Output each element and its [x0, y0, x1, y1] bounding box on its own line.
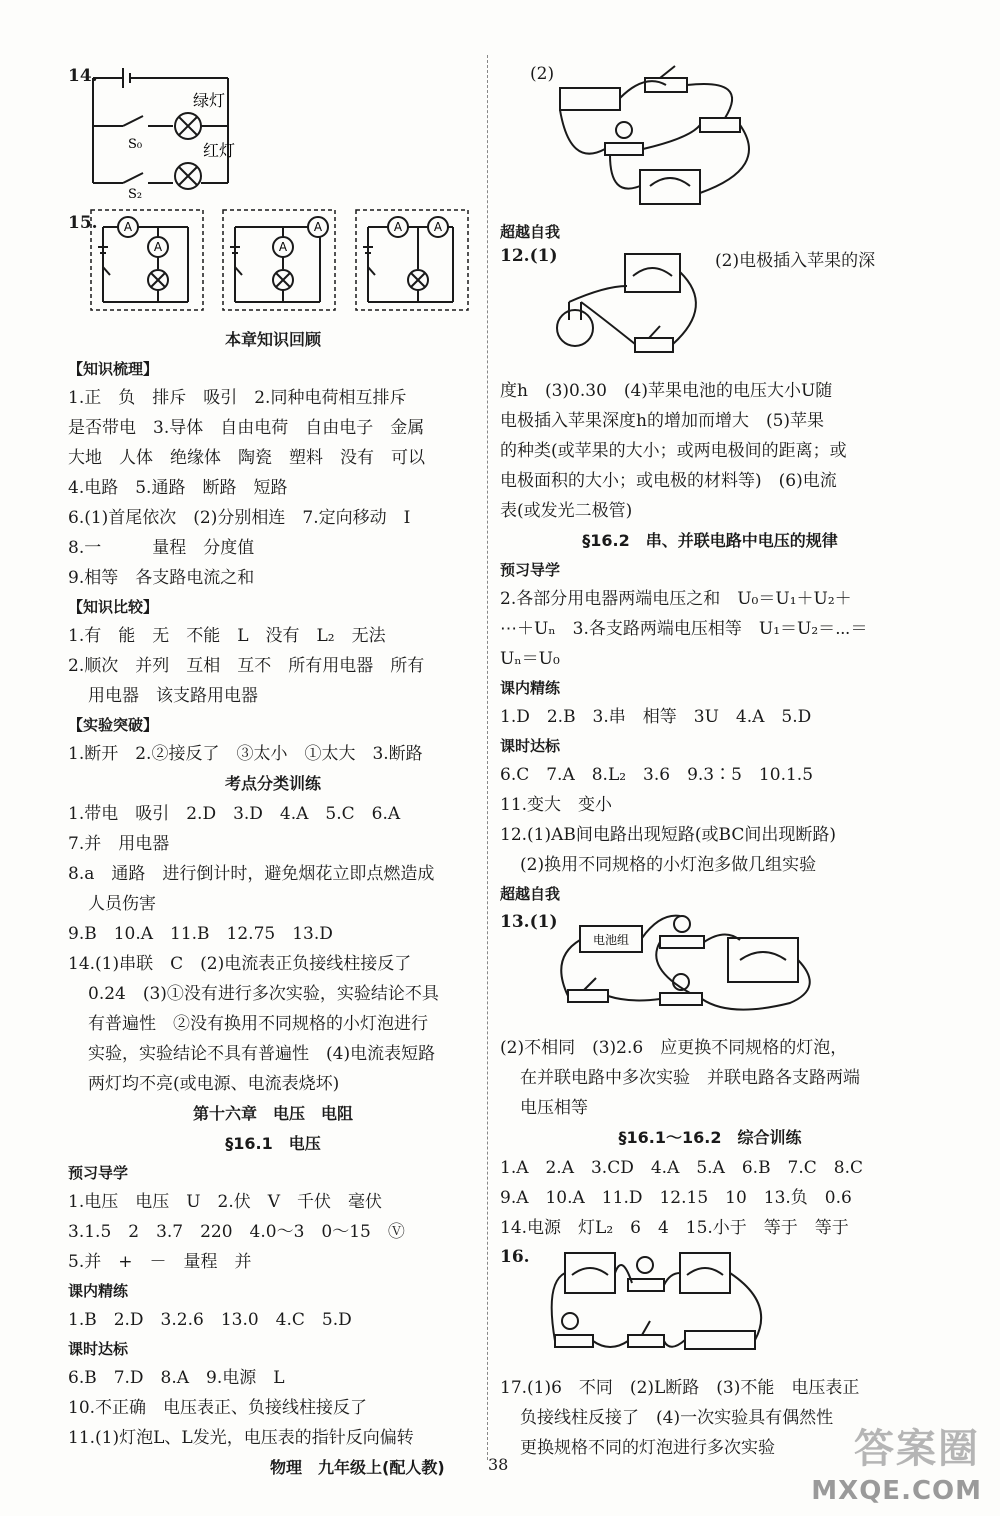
section-lesson-target: 课时达标 — [68, 1340, 129, 1358]
section-class-practice: 课内精练 — [68, 1282, 129, 1300]
q2-label: (2) — [530, 64, 555, 84]
answer-line: 大地 人体 绝缘体 陶瓷 塑料 没有 可以 — [68, 448, 425, 468]
q2-block — [500, 58, 920, 218]
ammeter-label: A — [153, 240, 163, 254]
category-training-title: 考点分类训练 — [224, 774, 321, 793]
answer-line: 实验，实验结论不具有普遍性 (4)电流表短路 — [88, 1044, 436, 1064]
q15-number: 15. — [68, 213, 98, 233]
section-lesson-target: 课时达标 — [500, 737, 561, 755]
watermark-url: MXQE.COM — [811, 1476, 982, 1506]
ammeter-label: A — [123, 220, 133, 234]
answer-line: 6.B 7.D 8.A 9.电源 L — [68, 1368, 285, 1388]
answer-line: 11.(1)灯泡L、L发光，电压表的指针反向偏转 — [68, 1428, 414, 1448]
q14-red-light-label: 红灯 — [203, 141, 236, 160]
section-preview: 预习导学 — [500, 561, 561, 579]
answer-line: 8.一 量程 分度值 — [68, 538, 255, 558]
q16-block — [500, 1243, 920, 1373]
ammeter-label: A — [393, 220, 403, 234]
sort-lines — [68, 383, 478, 593]
review-title: 本章知识回顾 — [224, 330, 321, 349]
q13-circuit-drawing — [550, 908, 860, 1033]
watermark-chinese: 答案圈 — [854, 1426, 980, 1472]
section-beyond: 超越自我 — [500, 885, 561, 903]
answer-line: 1.B 2.D 3.2.6 13.0 4.C 5.D — [68, 1310, 352, 1330]
page-number: 38 — [488, 1455, 509, 1474]
answer-line: 7.并 用电器 — [68, 834, 170, 854]
battery-pack-label: 电池组 — [592, 933, 630, 947]
section-knowledge-sort: 【知识梳理】 — [68, 360, 159, 378]
q14-switch-2-label: S₂ — [128, 187, 143, 198]
right-column — [500, 58, 920, 1463]
answer-line: (2)换用不同规格的小灯泡多做几组实验 — [520, 855, 817, 875]
q12-number: 12.(1) — [500, 246, 558, 266]
q12-apple-battery-drawing — [545, 246, 715, 376]
answer-line: 的种类(或苹果的大小；或两电极间的距离；或 — [500, 441, 847, 461]
q12-answer-2: (2)电极插入苹果的深 — [715, 251, 876, 271]
answer-line: 1.电压 电压 U 2.伏 V 千伏 毫伏 — [68, 1192, 383, 1212]
answer-line: 9.相等 各支路电流之和 — [68, 568, 255, 588]
section-class-practice: 课内精练 — [500, 679, 561, 697]
answer-line: 5.并 + － 量程 并 — [68, 1252, 252, 1272]
answer-line: 1.D 2.B 3.串 相等 3U 4.A 5.D — [500, 707, 812, 727]
footer-subject: 物理 九年级上(配人教) — [270, 1458, 445, 1477]
answer-line: 9.B 10.A 11.B 12.75 13.D — [68, 924, 333, 944]
chapter-title: 第十六章 电压 电阻 — [192, 1104, 353, 1123]
answer-line: 14.(1)串联 C (2)电流表正负接线柱接反了 — [68, 954, 412, 974]
q16-circuit-drawing — [550, 1243, 780, 1373]
q14-green-light-label: 绿灯 — [193, 91, 226, 110]
answer-line: 是否带电 3.导体 自由电荷 自由电子 金属 — [68, 418, 425, 438]
answer-line: 电极插入苹果深度h的增加而增大 (5)苹果 — [500, 411, 825, 431]
answer-line: 0.24 (3)①没有进行多次实验，实验结论不具 — [88, 984, 439, 1004]
q14-block — [68, 58, 478, 203]
section-knowledge-compare: 【知识比较】 — [68, 598, 159, 616]
answer-line: 1.断开 2.②接反了 ③太小 ①太大 3.断路 — [68, 744, 423, 764]
answer-line: Uₙ＝U₀ — [500, 649, 560, 669]
comprehensive-training-title: §16.1～16.2 综合训练 — [618, 1128, 802, 1147]
q14-switch-1-label: S₀ — [128, 137, 143, 152]
answer-line: 17.(1)6 不同 (2)L断路 (3)不能 电压表正 — [500, 1378, 860, 1398]
answer-line: 12.(1)AB间电路出现短路(或BC间出现断路) — [500, 825, 836, 845]
answer-line: 人员伤害 — [88, 894, 156, 914]
answer-line: 9.A 10.A 11.D 12.15 10 13.负 0.6 — [500, 1188, 852, 1208]
section-experiment: 【实验突破】 — [68, 716, 159, 734]
left-column — [68, 58, 478, 1453]
q15-circuit-diagrams — [88, 207, 488, 315]
answer-line: 3.1.5 2 3.7 220 4.0～3 0～15 Ⓥ — [68, 1222, 405, 1242]
answer-line: 2.顺次 并列 互相 互不 所有用电器 所有 — [68, 656, 425, 676]
q15-block — [68, 207, 478, 319]
answer-line: 4.电路 5.通路 断路 短路 — [68, 478, 288, 498]
answer-line: 8.a 通路 进行倒计时，避免烟花立即点燃造成 — [68, 864, 435, 884]
section-beyond: 超越自我 — [500, 223, 561, 241]
answer-line: 在并联电路中多次实验 并联电路各支路两端 — [520, 1068, 860, 1088]
answer-line: 表(或发光二极管) — [500, 501, 633, 521]
answer-line: 6.C 7.A 8.L₂ 3.6 9.3∶5 10.1.5 — [500, 765, 814, 785]
q13-block — [500, 908, 920, 1033]
answer-line: 负接线柱反接了 (4)一次实验具有偶然性 — [520, 1408, 834, 1428]
answer-line: 更换规格不同的灯泡进行多次实验 — [520, 1438, 775, 1458]
answer-line: (2)不相同 (3)2.6 应更换不同规格的灯泡， — [500, 1038, 848, 1058]
answer-line: 1.A 2.A 3.CD 4.A 5.A 6.B 7.C 8.C — [500, 1158, 864, 1178]
section-16-2-title: §16.2 串、并联电路中电压的规律 — [582, 531, 838, 550]
answer-line: 两灯均不亮(或电源、电流表烧坏) — [88, 1074, 340, 1094]
answer-line: 6.(1)首尾依次 (2)分别相连 7.定向移动 I — [68, 508, 411, 528]
section-preview: 预习导学 — [68, 1164, 129, 1182]
q14-number: 14. — [68, 66, 98, 86]
section-16-1-title: §16.1 电压 — [225, 1134, 321, 1153]
answer-line: 1.正 负 排斥 吸引 2.同种电荷相互排斥 — [68, 388, 407, 408]
answer-line: 2.各部分用电器两端电压之和 U₀＝U₁＋U₂＋ — [500, 589, 852, 609]
answer-line: 14.电源 灯L₂ 6 4 15.小于 等于 等于 — [500, 1218, 849, 1238]
q14-circuit-diagram — [88, 58, 308, 198]
q2-circuit-drawing — [550, 58, 790, 218]
q16-number: 16. — [500, 1247, 530, 1267]
ammeter-label: A — [313, 220, 323, 234]
answer-line: 1.有 能 无 不能 L 没有 L₂ 无法 — [68, 626, 386, 646]
ammeter-label: A — [433, 220, 443, 234]
answer-line: 用电器 该支路用电器 — [88, 686, 258, 706]
ammeter-label: A — [278, 240, 288, 254]
answer-line: 电极面积的大小；或电极的材料等) (6)电流 — [500, 471, 837, 491]
answer-line: 度h (3)0.30 (4)苹果电池的电压大小U随 — [500, 381, 833, 401]
answer-line: 1.带电 吸引 2.D 3.D 4.A 5.C 6.A — [68, 804, 401, 824]
answer-line: 电压相等 — [520, 1098, 588, 1118]
answer-line: 有普遍性 ②没有换用不同规格的小灯泡进行 — [88, 1014, 428, 1034]
answer-line: 10.不正确 电压表正、负接线柱接反了 — [68, 1398, 368, 1418]
answer-line: 11.变大 变小 — [500, 795, 613, 815]
q12-block — [500, 246, 920, 376]
answer-line: ⋯＋Uₙ 3.各支路两端电压相等 U₁＝U₂＝⋯＝ — [500, 619, 868, 639]
q13-number: 13.(1) — [500, 912, 558, 932]
